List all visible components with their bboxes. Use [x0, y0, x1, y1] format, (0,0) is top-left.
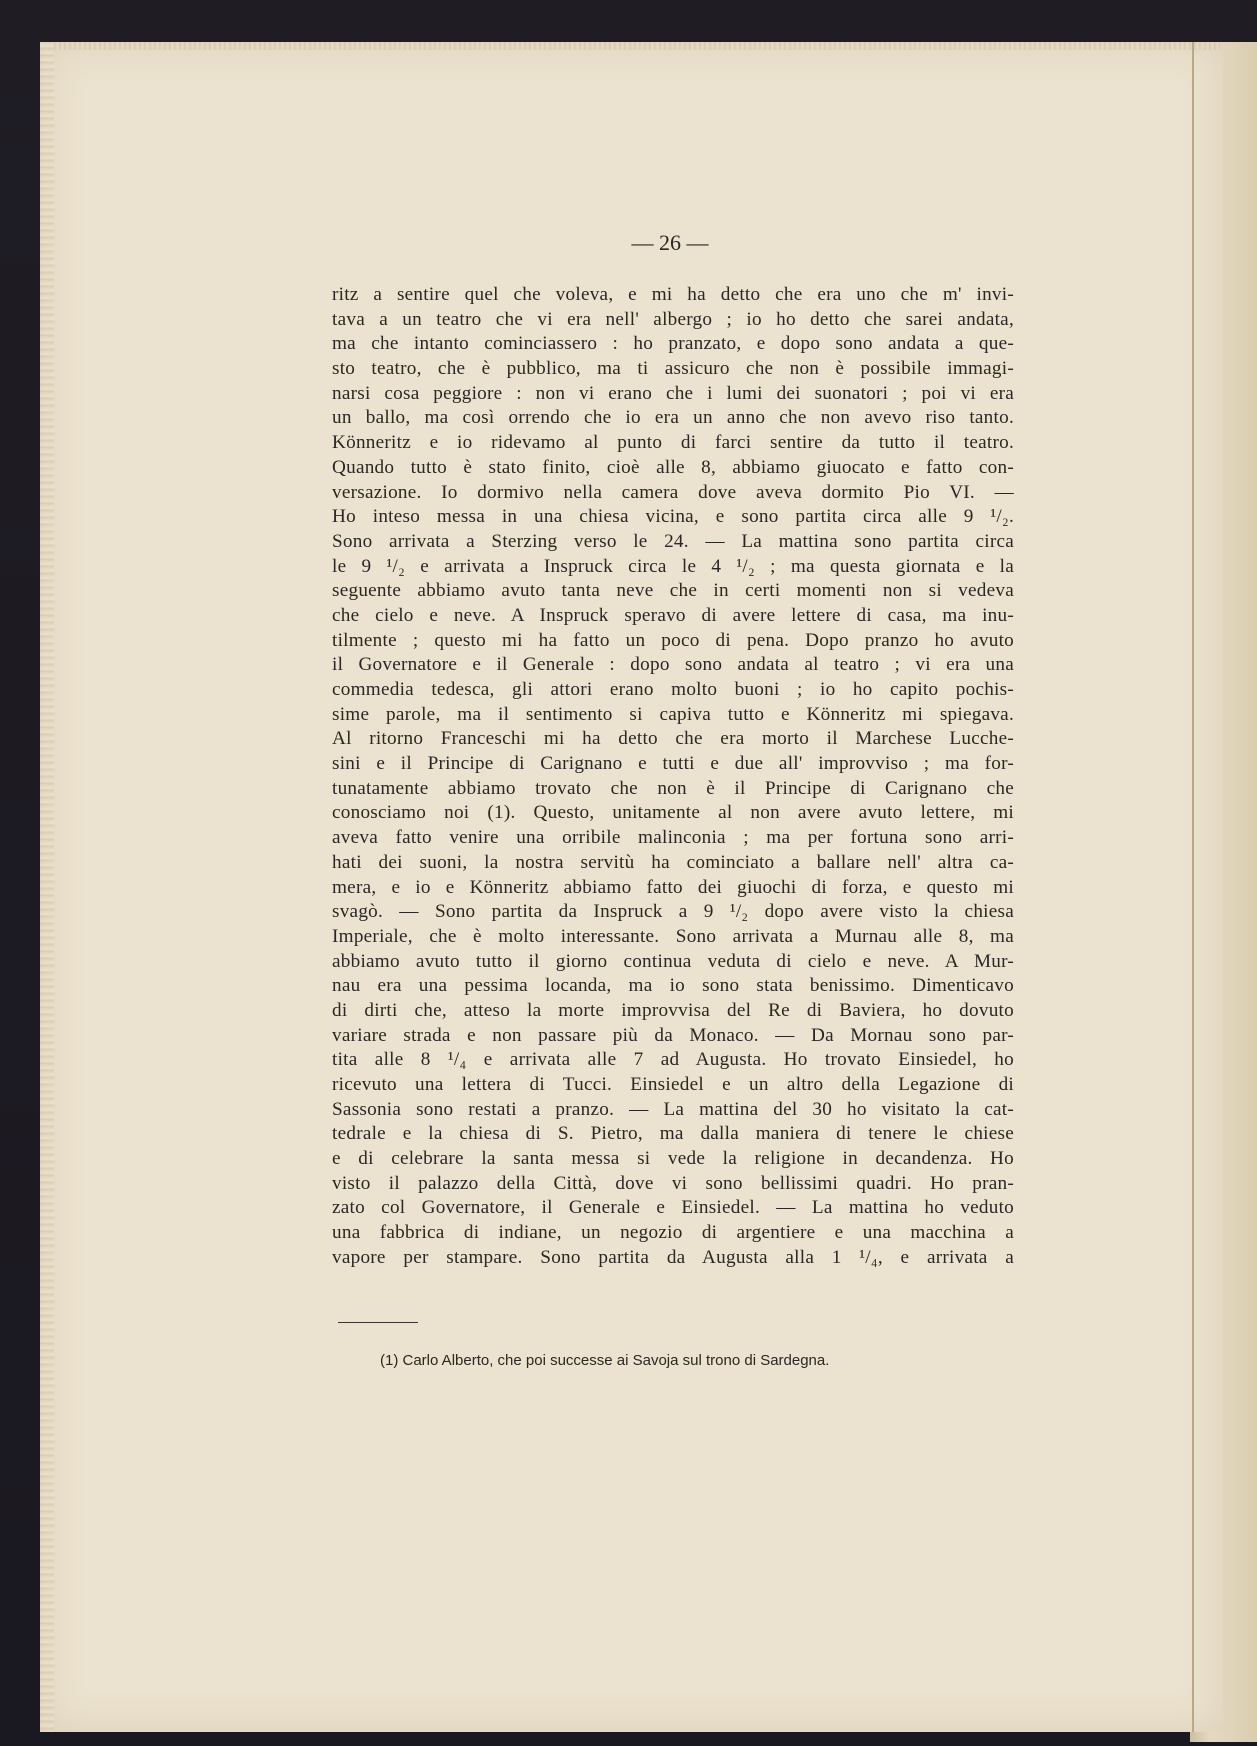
text-line: Könneritz e io ridevamo al punto di farci sentire da tutto il teatro.	[332, 432, 1014, 454]
text-line: di dirti che, atteso la morte improvvisa del Re di Baviera, ho dovuto	[332, 999, 1014, 1021]
text-line: visto il palazzo della Città, dove vi sono bellissimi quadri. Ho pran-	[332, 1172, 1014, 1194]
text-line: Ho inteso messa in una chiesa vicina, e sono partita circa alle 9 ¹/₂.	[332, 506, 1014, 528]
text-line: ma che intanto cominciassero : ho pranzato, e dopo sono andata a que-	[332, 333, 1014, 355]
text-line: commedia tedesca, gli attori erano molto buoni ; io ho capito pochis-	[332, 679, 1014, 700]
text-line: Al ritorno Franceschi mi ha detto che era morto il Marchese Lucche-	[332, 728, 1014, 750]
text-line: svagò. — Sono partita da Inspruck a 9 ¹/₂ dopo avere visto la chiesa	[332, 901, 1014, 923]
text-line: conosciamo noi (1). Questo, unitamente al non avere avuto lettere, mi	[332, 802, 1014, 824]
text-line: abbiamo avuto tutto il giorno continua veduta di cielo e neve. A Mur-	[332, 950, 1014, 972]
text-line: una fabbrica di indiane, un negozio di argentiere e una macchina a	[332, 1222, 1014, 1244]
text-line: tunatamente abbiamo trovato che non è il Principe di Carignano che	[332, 777, 1014, 799]
text-line: aveva fatto venire una orribile malinconia ; ma per fortuna sono arri-	[332, 827, 1014, 849]
text-line: Sono arrivata a Sterzing verso le 24. — La mattina sono partita circa	[332, 530, 1014, 552]
text-line: narsi cosa peggiore : non vi erano che i lumi dei suonatori ; poi vi era	[332, 382, 1014, 404]
text-line: ritz a sentire quel che voleva, e mi ha detto che era uno che m' invi-	[332, 284, 1014, 305]
page-left-edge	[40, 42, 54, 1732]
text-line: vapore per stampare. Sono partita da Augusta alla 1 ¹/₄, e arrivata a	[332, 1246, 1014, 1268]
text-line: Imperiale, che è molto interessante. Sono arrivata a Murnau alle 8, ma	[332, 925, 1014, 947]
text-line: sime parole, ma il sentimento si capiva tutto e Könneritz mi spiegava.	[332, 703, 1014, 725]
text-line: sini e il Principe di Carignano e tutti e due all' improvviso ; ma for-	[332, 753, 1014, 775]
footnote: (1) Carlo Alberto, che poi successe ai Savoja sul trono di Sardegna.	[380, 1352, 830, 1369]
text-line: tava a un teatro che vi era nell' albergo ; io ho detto che sarei andata,	[332, 308, 1014, 330]
text-line: versazione. Io dormivo nella camera dove aveva dormito Pio VI. —	[332, 481, 1014, 503]
text-line: il Governatore e il Generale : dopo sono andata al teatro ; vi era una	[332, 654, 1014, 676]
text-line: tilmente ; questo mi ha fatto un poco di pena. Dopo pranzo ho avuto	[332, 629, 1014, 651]
text-line: tedrale e la chiesa di S. Pietro, ma dalla maniera di tenere le chiese	[332, 1123, 1014, 1145]
text-line: variare strada e non passare più da Monaco. — Da Mornau sono par-	[332, 1024, 1014, 1046]
text-line: sto teatro, che è pubblico, ma ti assicuro che non è possibile immagi-	[332, 358, 1014, 380]
page-fold-line	[1192, 42, 1194, 1732]
page-top-edge	[40, 42, 1220, 50]
text-line: mera, e io e Könneritz abbiamo fatto dei giuochi di forza, e questo mi	[332, 876, 1014, 898]
text-line: tita alle 8 ¹/₄ e arrivata alle 7 ad Augusta. Ho trovato Einsiedel, ho	[332, 1049, 1014, 1071]
footnote-separator	[338, 1322, 418, 1323]
text-line: un ballo, ma così orrendo che io era un anno che non avevo riso tanto.	[332, 407, 1014, 429]
text-line: Quando tutto è stato finito, cioè alle 8, abbiamo giuocato e fatto con-	[332, 456, 1014, 478]
text-line: hati dei suoni, la nostra servitù ha cominciato a ballare nell' altra ca-	[332, 851, 1014, 873]
text-line: che cielo e neve. A Inspruck speravo di avere lettere di casa, ma inu-	[332, 604, 1014, 626]
text-line: ricevuto una lettera di Tucci. Einsiedel e un altro della Legazione di	[332, 1074, 1014, 1095]
text-line: nau era una pessima locanda, ma io sono stata benissimo. Dimenticavo	[332, 975, 1014, 997]
body-text	[332, 283, 1014, 1271]
text-line: le 9 ¹/₂ e arrivata a Inspruck circa le 4 ¹/₂ ; ma questa giornata e la	[332, 555, 1014, 577]
text-line: Sassonia sono restati a pranzo. — La mattina del 30 ho visitato la cat-	[332, 1098, 1014, 1120]
page-number: — 26 —	[631, 230, 709, 255]
text-line: seguente abbiamo avuto tanta neve che in certi momenti non si vedeva	[332, 580, 1014, 602]
text-line: zato col Governatore, il Generale e Einsiedel. — La mattina ho veduto	[332, 1197, 1014, 1219]
text-line: e di celebrare la santa messa si vede la religione in decandenza. Ho	[332, 1148, 1014, 1170]
